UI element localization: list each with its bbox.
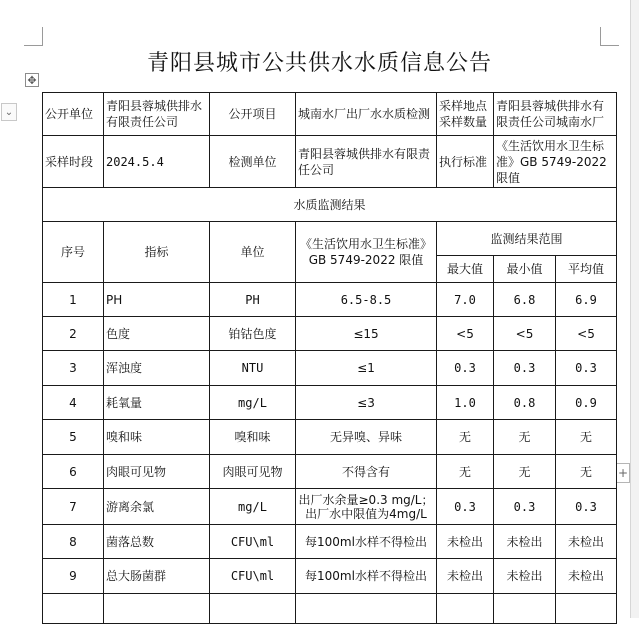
row-index: 4 bbox=[43, 386, 104, 420]
row-avg[interactable]: 无 bbox=[556, 420, 617, 455]
header-row-1 bbox=[43, 222, 617, 256]
row-unit: NTU bbox=[210, 351, 296, 386]
row-min[interactable]: 0.3 bbox=[494, 489, 556, 525]
section-title: 水质监测结果 bbox=[43, 188, 617, 222]
row-standard: 无异嗅、异味 bbox=[296, 420, 437, 455]
row-avg[interactable]: 未检出 bbox=[556, 559, 617, 594]
header-unit: 单位 bbox=[210, 222, 296, 283]
row-standard: 6.5-8.5 bbox=[296, 283, 437, 317]
row-indicator: 浑浊度 bbox=[104, 351, 210, 386]
row-index: 9 bbox=[43, 559, 104, 594]
header-index: 序号 bbox=[43, 222, 104, 283]
label-publish-item: 公开项目 bbox=[210, 93, 296, 136]
value-testing-unit[interactable]: 青阳县蓉城供排水有限责任公司 bbox=[296, 136, 437, 188]
header-min: 最小值 bbox=[494, 256, 556, 283]
row-avg[interactable]: 0.9 bbox=[556, 386, 617, 420]
row-max[interactable]: <5 bbox=[437, 317, 494, 351]
window-scroll-edge bbox=[630, 0, 639, 618]
row-unit: PH bbox=[210, 283, 296, 317]
row-standard: 出厂水余量≥0.3 mg/L；出厂水中限值为4mg/L bbox=[296, 489, 437, 525]
empty-cell[interactable] bbox=[296, 594, 437, 624]
row-max[interactable]: 0.3 bbox=[437, 351, 494, 386]
table-row bbox=[43, 317, 617, 351]
header-max: 最大值 bbox=[437, 256, 494, 283]
row-max[interactable]: 1.0 bbox=[437, 386, 494, 420]
table-row bbox=[43, 386, 617, 420]
page-corner-mark-top-left bbox=[24, 27, 43, 46]
row-max[interactable]: 无 bbox=[437, 420, 494, 455]
header-standard: 《生活饮用水卫生标准》GB 5749-2022 限值 bbox=[296, 222, 437, 283]
row-indicator: 游离余氯 bbox=[104, 489, 210, 525]
label-sampling-period: 采样时段 bbox=[43, 136, 104, 188]
table-row-empty bbox=[43, 594, 617, 624]
label-publish-unit: 公开单位 bbox=[43, 93, 104, 136]
row-indicator: 耗氧量 bbox=[104, 386, 210, 420]
row-avg[interactable]: <5 bbox=[556, 317, 617, 351]
table-row bbox=[43, 489, 617, 525]
value-sampling-period[interactable]: 2024.5.4 bbox=[104, 136, 210, 188]
row-max[interactable]: 未检出 bbox=[437, 525, 494, 559]
row-min[interactable]: 未检出 bbox=[494, 559, 556, 594]
row-avg[interactable]: 6.9 bbox=[556, 283, 617, 317]
row-standard: 每100ml水样不得检出 bbox=[296, 559, 437, 594]
value-sampling-site[interactable]: 青阳县蓉城供排水有限责任公司城南水厂 bbox=[494, 93, 617, 136]
chevron-down-icon[interactable]: ⌄ bbox=[1, 103, 17, 121]
value-publish-item[interactable]: 城南水厂出厂水水质检测 bbox=[296, 93, 437, 136]
header-avg: 平均值 bbox=[556, 256, 617, 283]
empty-cell[interactable] bbox=[43, 594, 104, 624]
row-unit: 肉眼可见物 bbox=[210, 455, 296, 489]
row-avg[interactable]: 0.3 bbox=[556, 351, 617, 386]
row-indicator: 肉眼可见物 bbox=[104, 455, 210, 489]
page-corner-mark-top-right bbox=[600, 27, 619, 46]
row-indicator: 菌落总数 bbox=[104, 525, 210, 559]
empty-cell[interactable] bbox=[494, 594, 556, 624]
row-max[interactable]: 未检出 bbox=[437, 559, 494, 594]
section-title-row bbox=[43, 188, 617, 222]
document-title: 青阳县城市公共供水水质信息公告 bbox=[146, 51, 492, 76]
row-index: 7 bbox=[43, 489, 104, 525]
plus-icon[interactable]: + bbox=[616, 463, 630, 483]
row-min[interactable]: 0.8 bbox=[494, 386, 556, 420]
header-indicator: 指标 bbox=[104, 222, 210, 283]
row-min[interactable]: <5 bbox=[494, 317, 556, 351]
row-index: 5 bbox=[43, 420, 104, 455]
empty-cell[interactable] bbox=[104, 594, 210, 624]
row-standard: ≤15 bbox=[296, 317, 437, 351]
row-unit: CFU\ml bbox=[210, 525, 296, 559]
row-min[interactable]: 0.3 bbox=[494, 351, 556, 386]
table-row bbox=[43, 559, 617, 594]
empty-cell[interactable] bbox=[210, 594, 296, 624]
row-avg[interactable]: 未检出 bbox=[556, 525, 617, 559]
row-max[interactable]: 0.3 bbox=[437, 489, 494, 525]
row-indicator: PH bbox=[104, 283, 210, 317]
row-unit: mg/L bbox=[210, 386, 296, 420]
row-min[interactable]: 无 bbox=[494, 455, 556, 489]
row-unit: 铂钴色度 bbox=[210, 317, 296, 351]
info-row-1 bbox=[43, 93, 617, 136]
row-standard: 每100ml水样不得检出 bbox=[296, 525, 437, 559]
row-index: 1 bbox=[43, 283, 104, 317]
info-row-2 bbox=[43, 136, 617, 188]
table-row bbox=[43, 351, 617, 386]
value-publish-unit[interactable]: 青阳县蓉城供排水有限责任公司 bbox=[104, 93, 210, 136]
table-row bbox=[43, 420, 617, 455]
row-standard: 不得含有 bbox=[296, 455, 437, 489]
row-standard: ≤3 bbox=[296, 386, 437, 420]
row-min[interactable]: 无 bbox=[494, 420, 556, 455]
table-row bbox=[43, 525, 617, 559]
row-unit: mg/L bbox=[210, 489, 296, 525]
row-standard: ≤1 bbox=[296, 351, 437, 386]
table-row bbox=[43, 283, 617, 317]
row-indicator: 总大肠菌群 bbox=[104, 559, 210, 594]
label-standard: 执行标准 bbox=[437, 136, 494, 188]
row-max[interactable]: 无 bbox=[437, 455, 494, 489]
row-unit: 嗅和味 bbox=[210, 420, 296, 455]
row-min[interactable]: 未检出 bbox=[494, 525, 556, 559]
row-index: 6 bbox=[43, 455, 104, 489]
row-indicator: 色度 bbox=[104, 317, 210, 351]
value-standard[interactable]: 《生活饮用水卫生标准》GB 5749-2022 限值 bbox=[494, 136, 617, 188]
empty-cell[interactable] bbox=[556, 594, 617, 624]
row-unit: CFU\ml bbox=[210, 559, 296, 594]
row-index: 2 bbox=[43, 317, 104, 351]
row-index: 3 bbox=[43, 351, 104, 386]
label-sampling-site: 采样地点采样数量 bbox=[437, 93, 494, 136]
table-move-handle-icon[interactable]: ✥ bbox=[25, 73, 39, 87]
row-indicator: 嗅和味 bbox=[104, 420, 210, 455]
label-testing-unit: 检测单位 bbox=[210, 136, 296, 188]
row-index: 8 bbox=[43, 525, 104, 559]
water-quality-table bbox=[42, 92, 617, 624]
table-row bbox=[43, 455, 617, 489]
row-max[interactable]: 7.0 bbox=[437, 283, 494, 317]
empty-cell[interactable] bbox=[437, 594, 494, 624]
row-avg[interactable]: 无 bbox=[556, 455, 617, 489]
row-min[interactable]: 6.8 bbox=[494, 283, 556, 317]
header-result-range: 监测结果范围 bbox=[437, 222, 617, 256]
row-avg[interactable]: 0.3 bbox=[556, 489, 617, 525]
